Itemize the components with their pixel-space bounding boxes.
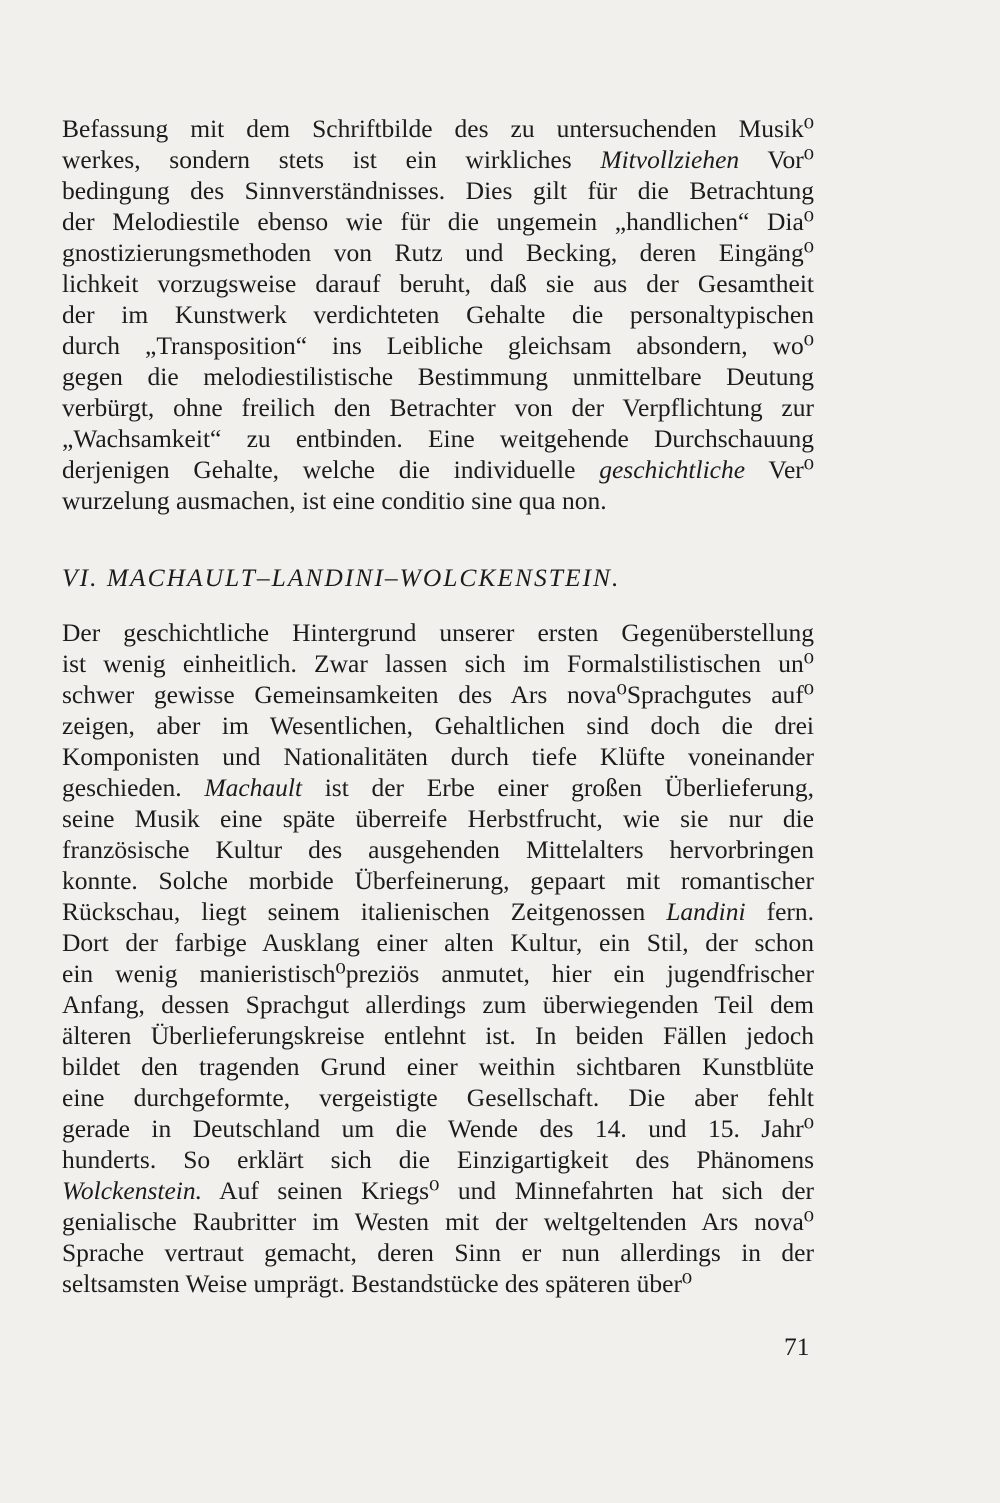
section-heading: VI. MACHAULT–LANDINI–WOLCKENSTEIN.	[62, 563, 621, 592]
text-line: Befassung mit dem Schriftbilde des zu untersuchenden Musik⁰	[62, 114, 814, 143]
text-line: älteren Überlieferungskreise entlehnt ist. In beiden Fällen jedoch	[62, 1021, 814, 1050]
text-line: Wolckenstein. Auf seinen Kriegs⁰ und Minnefahrten hat sich der	[62, 1176, 814, 1205]
text-line: derjenigen Gehalte, welche die individuelle geschichtliche Ver⁰	[62, 455, 814, 484]
text-line: bedingung des Sinnverständnisses. Dies gilt für die Betrachtung	[62, 176, 814, 205]
text-line: Der geschichtliche Hintergrund unserer ersten Gegenüberstellung	[62, 618, 814, 647]
text-line: gerade in Deutschland um die Wende des 14. und 15. Jahr⁰	[62, 1114, 814, 1143]
text-line: genialische Raubritter im Westen mit der weltgeltenden Ars nova⁰	[62, 1207, 814, 1236]
text-line: eine durchgeformte, vergeistigte Gesellschaft. Die aber fehlt	[62, 1083, 814, 1112]
text-line: ist wenig einheitlich. Zwar lassen sich im Formalstilistischen un⁰	[62, 649, 814, 678]
paragraph-2	[62, 617, 814, 1299]
text-line: Sprache vertraut gemacht, deren Sinn er nun allerdings in der	[62, 1238, 814, 1267]
text-line: Rückschau, liegt seinem italienischen Zeitgenossen Landini fern.	[62, 897, 814, 926]
text-line: bildet den tragenden Grund einer weithin sichtbaren Kunstblüte	[62, 1052, 814, 1081]
text-line: Komponisten und Nationalitäten durch tiefe Klüfte voneinander	[62, 742, 814, 771]
text-line: Anfang, dessen Sprachgut allerdings zum überwiegenden Teil dem	[62, 990, 814, 1019]
text-line: französische Kultur des ausgehenden Mittelalters hervorbringen	[62, 835, 814, 864]
text-line: lichkeit vorzugsweise darauf beruht, daß sie aus der Gesamtheit	[62, 269, 814, 298]
text-line: zeigen, aber im Wesentlichen, Gehaltlichen sind doch die drei	[62, 711, 814, 740]
text-line: seltsamsten Weise umprägt. Bestandstücke des späteren über⁰	[62, 1269, 693, 1298]
page-number: 71	[784, 1332, 810, 1361]
text-line: der Melodiestile ebenso wie für die ungemein „handlichen“ Dia⁰	[62, 207, 814, 236]
text-line: gegen die melodiestilistische Bestimmung unmittelbare Deutung	[62, 362, 814, 391]
text-line: verbürgt, ohne freilich den Betrachter von der Verpflichtung zur	[62, 393, 814, 422]
text-line: gnostizierungsmethoden von Rutz und Becking, deren Eingäng⁰	[62, 238, 814, 267]
text-line: konnte. Solche morbide Überfeinerung, gepaart mit romantischer	[62, 866, 814, 895]
text-line: werkes, sondern stets ist ein wirkliches Mitvollziehen Vor⁰	[62, 145, 814, 174]
text-line: „Wachsamkeit“ zu entbinden. Eine weitgehende Durchschauung	[62, 424, 814, 453]
text-line: geschieden. Machault ist der Erbe einer großen Überlieferung,	[62, 773, 815, 802]
paragraph-1	[62, 113, 814, 516]
text-line: durch „Transposition“ ins Leibliche gleichsam absondern, wo⁰	[62, 331, 814, 360]
text-line: schwer gewisse Gemeinsamkeiten des Ars nova⁰Sprachgutes auf⁰	[62, 680, 814, 709]
text-line: hunderts. So erklärt sich die Einzigartigkeit des Phänomens	[62, 1145, 814, 1174]
text-line: seine Musik eine späte überreife Herbstfrucht, wie sie nur die	[62, 804, 814, 833]
text-line: ein wenig manieristisch⁰preziös anmutet, hier ein jugendfrischer	[62, 959, 814, 988]
text-line: Dort der farbige Ausklang einer alten Kultur, ein Stil, der schon	[62, 928, 814, 957]
text-line: wurzelung ausmachen, ist eine conditio sine qua non.	[62, 486, 607, 515]
text-line: der im Kunstwerk verdichteten Gehalte die personaltypischen	[62, 300, 814, 329]
